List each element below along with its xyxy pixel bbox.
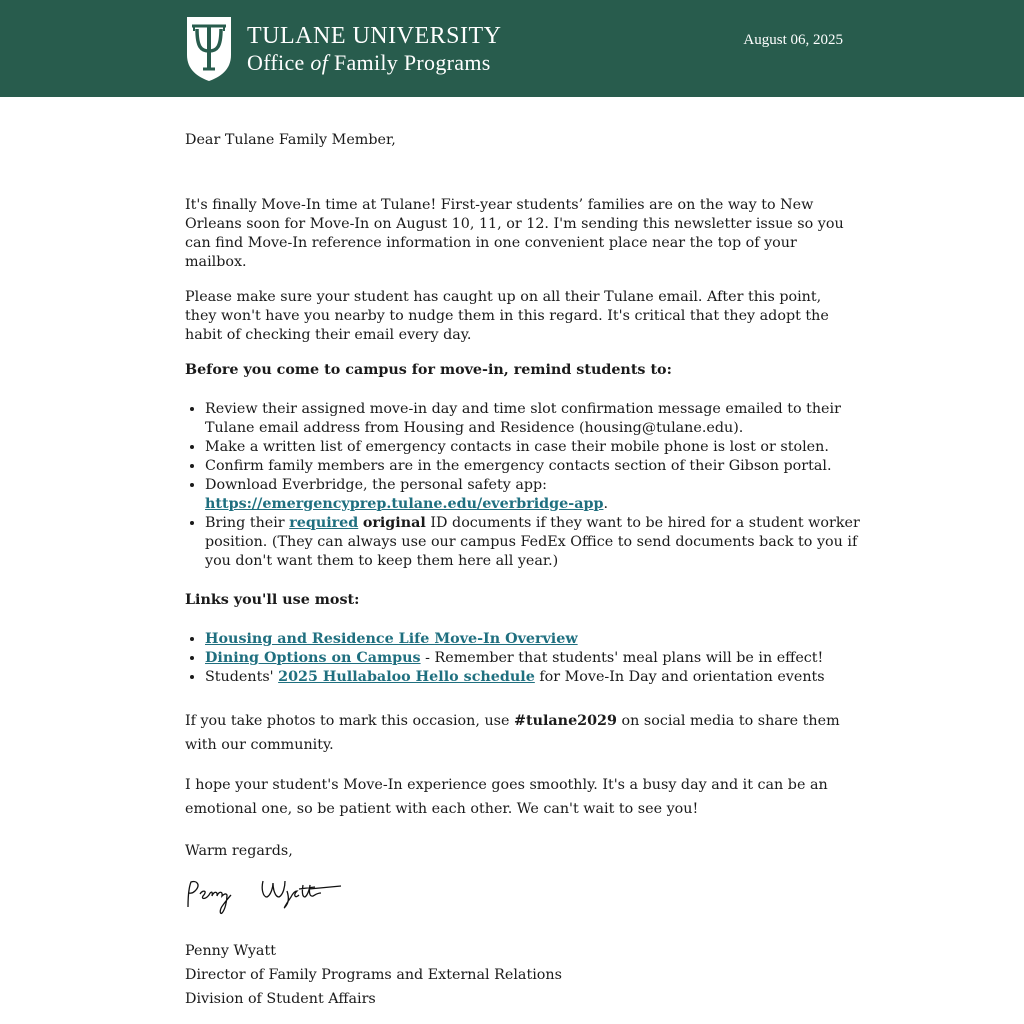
list-item [205, 668, 885, 687]
links-list [185, 630, 885, 687]
brand-office-name [247, 50, 501, 76]
list-item [205, 630, 885, 649]
original-emphasis: original [362, 515, 426, 531]
everbridge-period: . [603, 496, 609, 512]
brand-programs-word: Family Programs [333, 50, 491, 75]
newsletter-date: August 06, 2025 [743, 32, 843, 48]
closing-salutation: Warm regards, [185, 843, 293, 859]
schedule-pre: Students' [205, 669, 274, 685]
photos-paragraph [185, 709, 845, 757]
photos-post: on social media to share them with our community. [185, 713, 840, 753]
everbridge-text: Download Everbridge, the personal safety app: [205, 477, 547, 493]
signer-division: Division of Student Affairs [185, 991, 376, 1007]
before-campus-list [185, 400, 865, 571]
required-docs-link[interactable]: required [289, 515, 359, 531]
list-item: • Confirm family members are in the emergency contacts section of their Gibson portal. [205, 457, 865, 476]
before-campus-heading: Before you come to campus for move-in, remind students to: [185, 362, 672, 378]
brand-of-word: of [310, 50, 329, 75]
header-inner [185, 15, 843, 82]
everbridge-link[interactable]: https://emergencyprep.tulane.edu/everbridge-app [205, 496, 604, 512]
list-item: • Make a written list of emergency contacts in case their mobile phone is lost or stolen. [205, 438, 865, 457]
schedule-post: for Move-In Day and orientation events [539, 669, 825, 685]
dining-note: - Remember that students' meal plans will be in effect! [425, 650, 824, 666]
id-docs-pre: Bring their [205, 515, 285, 531]
housing-overview-link[interactable]: Housing and Residence Life Move-In Overview [205, 631, 578, 647]
list-item [205, 649, 885, 668]
closing-paragraph: I hope your student's Move-In experience goes smoothly. It's a busy day and it can be an emotional one, so be patient with each other. We can't wait to see you! [185, 777, 828, 817]
hashtag: #tulane2029 [514, 713, 617, 729]
list-item [205, 476, 865, 514]
hullabaloo-schedule-link[interactable]: 2025 Hullabaloo Hello schedule [278, 669, 535, 685]
brand-university-name: TULANE UNIVERSITY [247, 23, 502, 49]
newsletter-header [0, 0, 1024, 97]
photos-pre: If you take photos to mark this occasion, use [185, 713, 510, 729]
email-reminder-paragraph: Please make sure your student has caught up on all their Tulane email. After this point, they won't have you nearby to nudge them in this regard. It's critical that they adopt the habit of checking their email every day. [185, 289, 829, 343]
list-item: • Review their assigned move-in day and time slot confirmation message emailed to their Tulane email address from Housing and Residence (housing@tulane.edu). [205, 400, 865, 438]
signature-block [185, 939, 562, 1011]
tulane-shield-logo-icon[interactable] [185, 15, 233, 82]
brand-office-word: Office [247, 50, 305, 75]
intro-paragraph: It's finally Move-In time at Tulane! First-year students’ families are on the way to New Orleans soon for Move-In on August 10, 11, or 12. I'm sending this newsletter issue so you can find Move-In reference information in one convenient place near the top of your mailbox. [185, 197, 844, 270]
greeting: Dear Tulane Family Member, [185, 132, 396, 148]
dining-options-link[interactable]: Dining Options on Campus [205, 650, 421, 666]
brand-wordmark[interactable] [247, 22, 501, 76]
signer-title: Director of Family Programs and External Relations [185, 967, 562, 983]
id-docs-post: ID documents if they want to be hired for a student worker position. (They can always use our campus FedEx Office to send documents back to you if you don't want them to keep them here all year.) [205, 515, 860, 569]
handwritten-signature [185, 877, 345, 919]
signer-name: Penny Wyatt [185, 943, 276, 959]
links-heading: Links you'll use most: [185, 592, 360, 608]
list-item [205, 514, 865, 571]
